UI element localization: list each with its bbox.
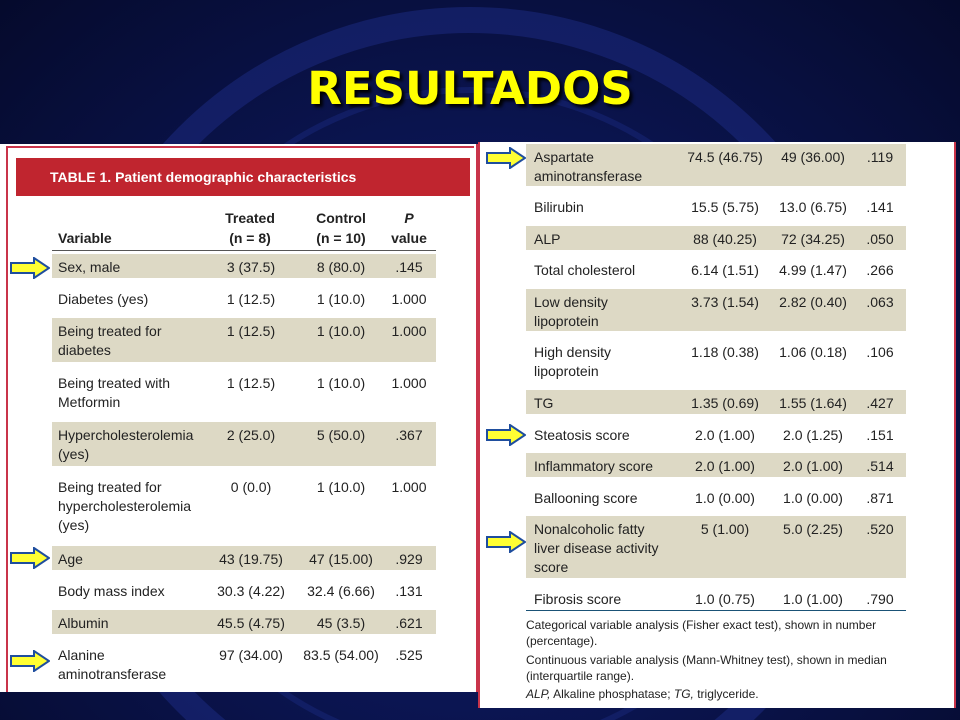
cell-control: 47 (15.00) xyxy=(309,551,373,567)
cell-control: 1 (10.0) xyxy=(316,479,366,495)
cell-p: .621 xyxy=(395,615,423,631)
cell-treated: 1 (12.5) xyxy=(226,375,276,391)
cell-variable: Being treated for diabetes xyxy=(58,323,162,358)
table-row xyxy=(526,144,906,186)
cell-treated: 74.5 (46.75) xyxy=(687,149,763,165)
arrow-right-icon xyxy=(486,147,526,169)
cell-p: .266 xyxy=(866,262,894,278)
cell-p: .063 xyxy=(866,294,894,310)
cell-p: 1.000 xyxy=(391,479,427,495)
table-row xyxy=(526,485,906,509)
cell-treated: 1.0 (0.75) xyxy=(695,591,755,607)
cell-variable: Ballooning score xyxy=(534,490,638,506)
table-row xyxy=(52,474,436,538)
cell-p: .106 xyxy=(866,344,894,360)
table-row xyxy=(52,642,436,686)
cell-p: .514 xyxy=(866,458,894,474)
cell-control: 5 (50.0) xyxy=(316,427,366,443)
table-row xyxy=(526,194,906,218)
table-row xyxy=(526,516,906,578)
cell-variable: Alanine aminotransferase xyxy=(58,647,167,682)
cell-control: 83.5 (54.00) xyxy=(303,647,379,663)
cell-variable: Low density lipoprotein xyxy=(534,294,608,329)
cell-control: 13.0 (6.75) xyxy=(779,199,847,215)
cell-variable: ALP xyxy=(534,231,561,247)
cell-treated: 88 (40.25) xyxy=(693,231,757,247)
cell-control: 1.55 (1.64) xyxy=(779,395,847,411)
table-row xyxy=(526,586,906,610)
cell-variable: Aspartate aminotransferase xyxy=(534,149,643,184)
cell-treated: 1 (12.5) xyxy=(226,323,276,339)
table-row xyxy=(52,286,436,310)
arrow-right-icon xyxy=(10,547,50,569)
cell-treated: 2 (25.0) xyxy=(226,427,276,443)
arrow-right-icon xyxy=(10,257,50,279)
table-row xyxy=(526,289,906,331)
cell-variable: TG xyxy=(534,395,554,411)
cell-variable: Inflammatory score xyxy=(534,458,654,474)
cell-control: 2.0 (1.25) xyxy=(783,427,843,443)
table-row xyxy=(526,422,906,446)
table-row xyxy=(526,226,906,250)
cell-control: 49 (36.00) xyxy=(781,149,845,165)
cell-control: 1.06 (0.18) xyxy=(779,344,847,360)
cell-treated: 5 (1.00) xyxy=(700,521,750,537)
cell-control: 2.82 (0.40) xyxy=(779,294,847,310)
cell-p: 1.000 xyxy=(391,375,427,391)
cell-treated: 30.3 (4.22) xyxy=(217,583,285,599)
table-row xyxy=(52,370,436,414)
cell-treated: 2.0 (1.00) xyxy=(695,458,755,474)
cell-p: 1.000 xyxy=(391,291,427,307)
cell-variable: High density lipoprotein xyxy=(534,344,612,379)
cell-p: .929 xyxy=(395,551,423,567)
table-row xyxy=(52,254,436,278)
table-row xyxy=(526,257,906,281)
cell-p: 1.000 xyxy=(391,323,427,339)
cell-p: .151 xyxy=(866,427,894,443)
cell-p: .525 xyxy=(395,647,423,663)
cell-p: .367 xyxy=(395,427,423,443)
cell-control: 8 (80.0) xyxy=(316,259,366,275)
cell-control: 72 (34.25) xyxy=(781,231,845,247)
cell-control: 45 (3.5) xyxy=(316,615,366,631)
cell-control: 1.0 (0.00) xyxy=(783,490,843,506)
table-row xyxy=(526,390,906,414)
table-row xyxy=(52,578,436,602)
table-row xyxy=(526,453,906,477)
table-row xyxy=(52,422,436,466)
header-treated: Treated (n = 8) xyxy=(225,210,275,246)
cell-p: .131 xyxy=(395,583,423,599)
footnote-abbreviations: ALP, Alkaline phosphatase; TG, triglyceride. xyxy=(526,687,759,701)
cell-treated: 1.35 (0.69) xyxy=(691,395,759,411)
cell-treated: 45.5 (4.75) xyxy=(217,615,285,631)
cell-p: .145 xyxy=(395,259,423,275)
cell-treated: 15.5 (5.75) xyxy=(691,199,759,215)
footnote-continuous: Continuous variable analysis (Mann-Whitney test), shown in median (interquartile range). xyxy=(526,653,887,683)
cell-control: 1 (10.0) xyxy=(316,323,366,339)
cell-variable: Fibrosis score xyxy=(534,591,622,607)
table-row xyxy=(52,610,436,634)
header-variable: Variable xyxy=(58,230,112,246)
cell-treated: 97 (34.00) xyxy=(219,647,283,663)
cell-control: 32.4 (6.66) xyxy=(307,583,375,599)
cell-treated: 43 (19.75) xyxy=(219,551,283,567)
cell-variable: Age xyxy=(58,551,83,567)
cell-treated: 1.0 (0.00) xyxy=(695,490,755,506)
arrow-right-icon xyxy=(486,424,526,446)
header-control: Control (n = 10) xyxy=(316,210,366,246)
table-row xyxy=(52,318,436,362)
cell-variable: Diabetes (yes) xyxy=(58,291,149,307)
footnote-categorical: Categorical variable analysis (Fisher exact test), shown in number (percentage). xyxy=(526,618,877,648)
cell-p: .427 xyxy=(866,395,894,411)
cell-variable: Nonalcoholic fatty liver disease activity score xyxy=(534,521,659,575)
cell-p: .790 xyxy=(866,591,894,607)
cell-variable: Hypercholesterolemia (yes) xyxy=(58,427,194,462)
table-row xyxy=(526,339,906,383)
slide-title: RESULTADOS xyxy=(307,62,633,115)
cell-variable: Body mass index xyxy=(58,583,165,599)
cell-control: 1 (10.0) xyxy=(316,291,366,307)
cell-treated: 6.14 (1.51) xyxy=(691,262,759,278)
cell-variable: Albumin xyxy=(58,615,109,631)
cell-treated: 1.18 (0.38) xyxy=(691,344,759,360)
arrow-right-icon xyxy=(10,650,50,672)
cell-control: 4.99 (1.47) xyxy=(779,262,847,278)
cell-treated: 1 (12.5) xyxy=(226,291,276,307)
cell-control: 1.0 (1.00) xyxy=(783,591,843,607)
header-p-value: P value xyxy=(391,210,427,246)
cell-variable: Steatosis score xyxy=(534,427,630,443)
table-caption: TABLE 1. Patient demographic characteristics xyxy=(16,158,470,196)
cell-treated: 3 (37.5) xyxy=(226,259,276,275)
cell-control: 1 (10.0) xyxy=(316,375,366,391)
table-row xyxy=(52,546,436,570)
cell-variable: Being treated with Metformin xyxy=(58,375,171,410)
cell-variable: Sex, male xyxy=(58,259,121,275)
cell-p: .141 xyxy=(866,199,894,215)
cell-treated: 0 (0.0) xyxy=(230,479,272,495)
cell-p: .520 xyxy=(866,521,894,537)
cell-control: 5.0 (2.25) xyxy=(783,521,843,537)
cell-p: .119 xyxy=(866,149,894,165)
cell-treated: 2.0 (1.00) xyxy=(695,427,755,443)
cell-treated: 3.73 (1.54) xyxy=(691,294,759,310)
cell-variable: Total cholesterol xyxy=(534,262,636,278)
cell-variable: Being treated for hypercholesterolemia (yes) xyxy=(58,479,192,533)
arrow-right-icon xyxy=(486,531,526,553)
cell-p: .050 xyxy=(866,231,894,247)
cell-control: 2.0 (1.00) xyxy=(783,458,843,474)
header-rule xyxy=(52,250,436,251)
cell-p: .871 xyxy=(866,490,894,506)
table-bottom-rule xyxy=(526,610,906,611)
cell-variable: Bilirubin xyxy=(534,199,584,215)
